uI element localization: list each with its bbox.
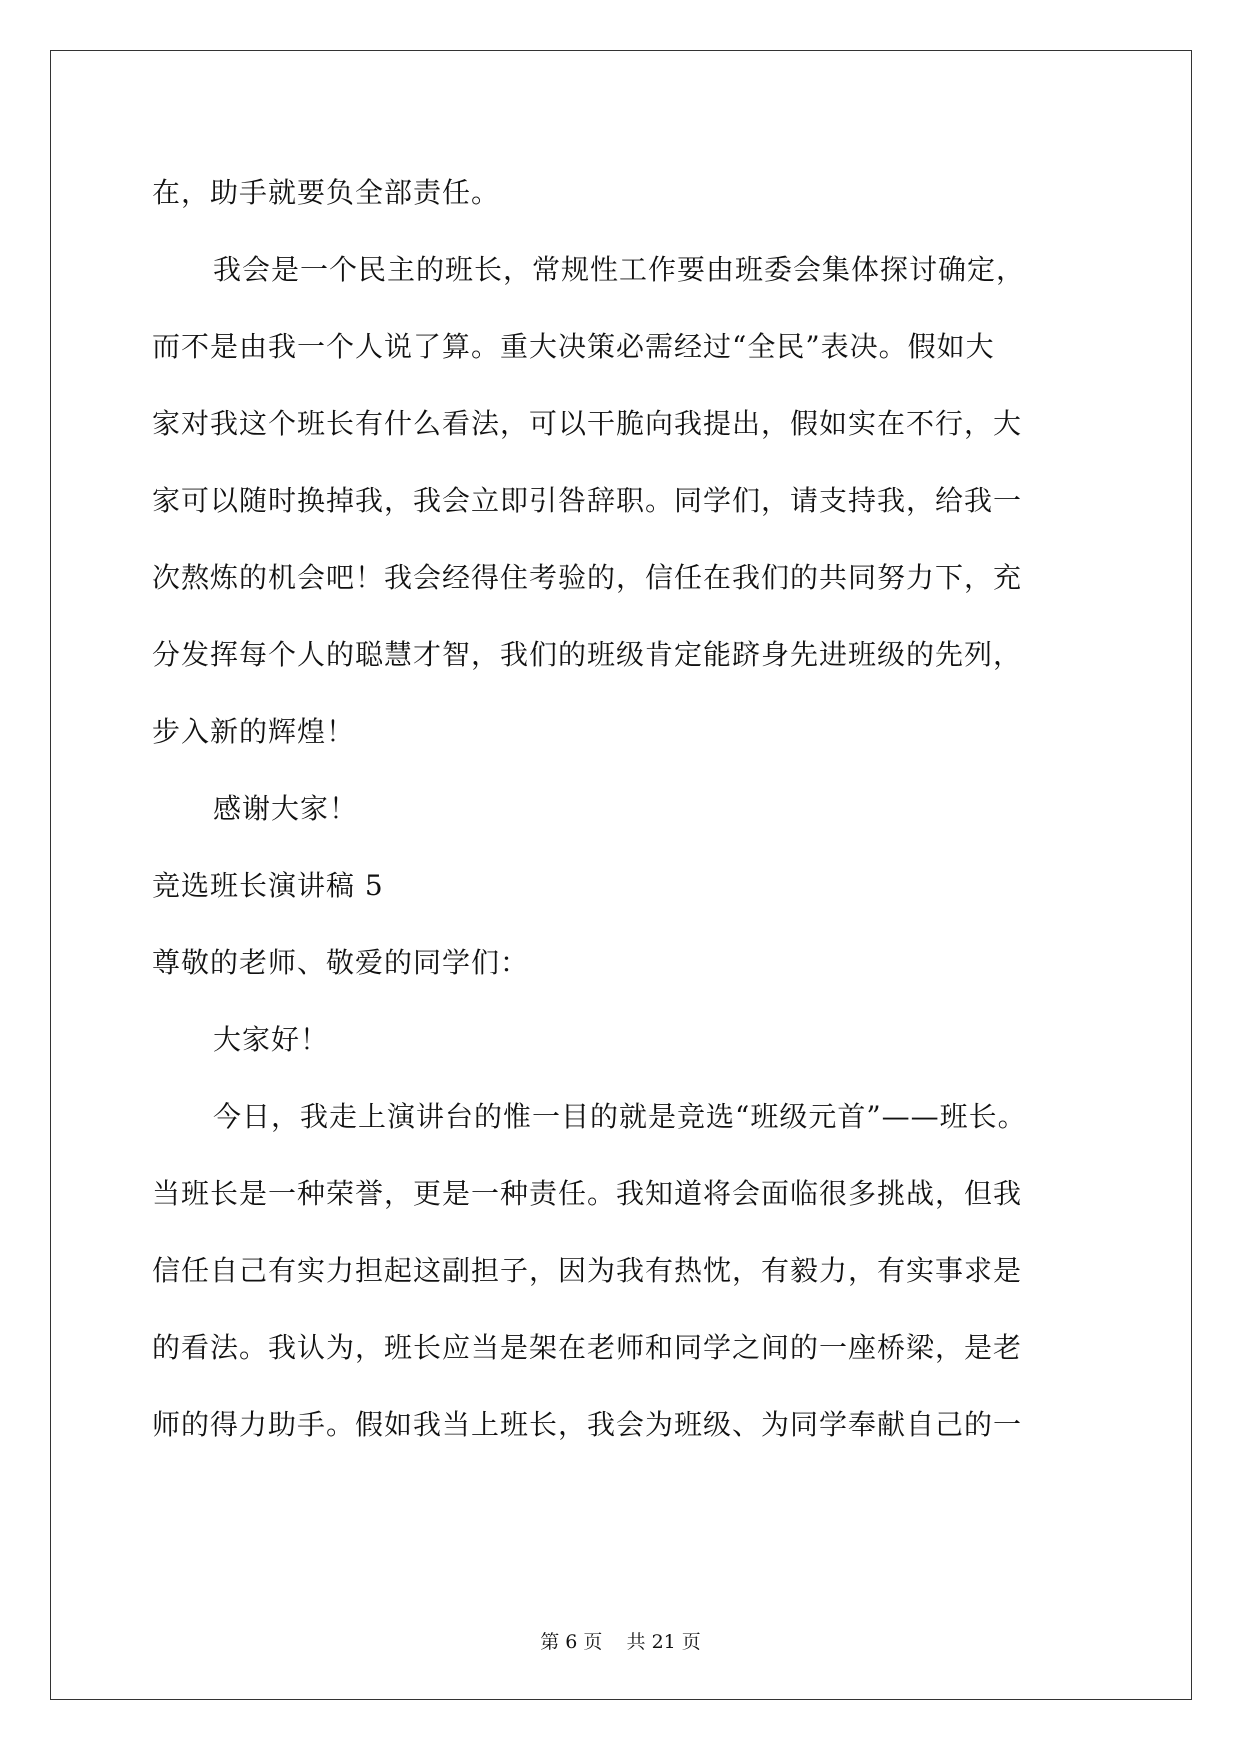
text-line-8: 步入新的辉煌！ xyxy=(152,715,356,748)
text-line-1: 在，助手就要负全部责任。 xyxy=(152,176,501,209)
text-line-2: 我会是一个民主的班长，常规性工作要由班委会集体探讨确定， xyxy=(213,253,1026,286)
text-line-5: 家可以随时换掉我，我会立即引咎辞职。同学们，请支持我，给我一 xyxy=(152,484,1023,517)
text-line-7: 分发挥每个人的聪慧才智，我们的班级肯定能跻身先进班级的先列， xyxy=(152,638,1023,671)
greeting: 大家好！ xyxy=(213,1023,330,1056)
text-line-14: 当班长是一种荣誉，更是一种责任。我知道将会面临很多挑战，但我 xyxy=(152,1177,1023,1210)
text-line-17: 师的得力助手。假如我当上班长，我会为班级、为同学奉献自己的一 xyxy=(152,1408,1023,1441)
text-line-13: 今日，我走上演讲台的惟一目的就是竞选“班级元首”——班长。 xyxy=(213,1100,1027,1133)
text-line-3: 而不是由我一个人说了算。重大决策必需经过“全民”表决。假如大 xyxy=(152,330,995,363)
text-line-6: 次熬炼的机会吧！我会经得住考验的，信任在我们的共同努力下，充 xyxy=(152,561,1023,594)
text-line-16: 的看法。我认为，班长应当是架在老师和同学之间的一座桥梁，是老 xyxy=(152,1331,1023,1364)
page-number-footer: 第 6 页 共 21 页 xyxy=(540,1631,701,1653)
salutation: 尊敬的老师、敬爱的同学们： xyxy=(152,946,530,979)
text-line-4: 家对我这个班长有什么看法，可以干脆向我提出，假如实在不行，大 xyxy=(152,407,1023,440)
text-line-15: 信任自己有实力担起这副担子，因为我有热忱，有毅力，有实事求是 xyxy=(152,1254,1023,1287)
text-line-9: 感谢大家！ xyxy=(213,792,359,825)
section-heading: 竞选班长演讲稿 5 xyxy=(152,869,384,902)
